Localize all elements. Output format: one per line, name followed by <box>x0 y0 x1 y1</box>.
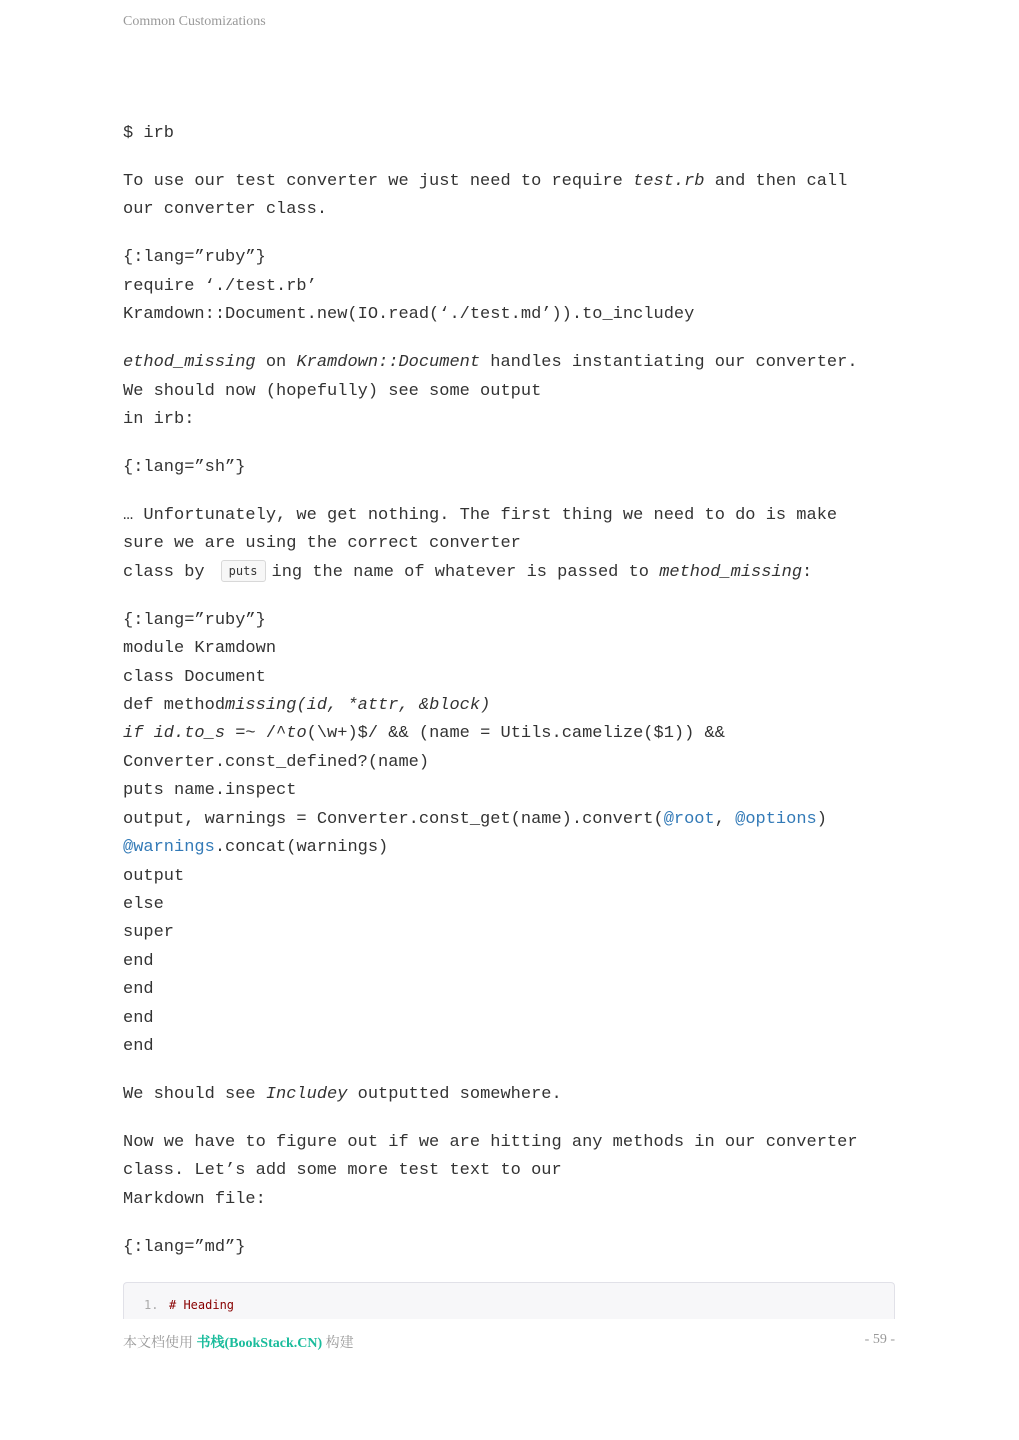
text-line: end <box>123 951 154 971</box>
text-line: Markdown file: <box>123 1189 266 1209</box>
text-line: Now we have to figure out if we are hitting any methods in our converter <box>123 1132 858 1152</box>
text-line: super <box>123 923 175 943</box>
emphasis-text: to <box>286 724 307 744</box>
paragraph-ruby-module <box>123 607 895 1062</box>
text-run: (\w+)$/ && (name = Utils.camelize($1)) && <box>306 724 725 744</box>
code-line: # Heading <box>169 1298 235 1312</box>
text-line <box>123 168 895 196</box>
page-number: - 59 - <box>864 1332 895 1347</box>
text-run: outputted somewhere. <box>347 1084 562 1104</box>
paragraph-includey <box>123 1081 895 1109</box>
text-run: handles instantiating our converter. <box>480 353 858 373</box>
text-run: and then call <box>704 172 848 191</box>
page-footer <box>123 1332 895 1352</box>
document-body <box>123 120 895 1282</box>
footer-suffix: 构建 <box>322 1336 354 1351</box>
code-block <box>123 1282 895 1319</box>
emphasis-text: missing(id, *attr, &block) <box>225 696 491 716</box>
footer-prefix: 本文档使用 <box>123 1336 197 1351</box>
link-root[interactable]: @root <box>663 809 715 829</box>
text-run: def method <box>123 696 226 716</box>
emphasis-method: ethod_missing <box>123 353 256 373</box>
text-line: end <box>123 980 154 1000</box>
paragraph-test-converter <box>123 168 895 225</box>
emphasis-method: method_missing <box>659 562 803 582</box>
paragraph-irb: $ irb <box>123 124 175 143</box>
text-run: class by <box>123 562 205 582</box>
text-line: in irb: <box>123 410 195 430</box>
text-line: Kramdown::Document.new(IO.read(‘./test.md’)).to_includey <box>123 305 695 325</box>
page-header-title: Common Customizations <box>123 14 266 29</box>
text-run: ing the name of whatever is passed to <box>271 562 660 582</box>
paragraph-method-missing <box>123 349 895 434</box>
text-line: class. Let’s add some more test text to our <box>123 1161 562 1181</box>
paragraph-lang-sh: {:lang=”sh”} <box>123 458 246 478</box>
paragraph-ruby-require <box>123 244 895 329</box>
paragraph-lang-md: {:lang=”md”} <box>123 1237 246 1257</box>
text-run: To use our test converter we just need to require <box>123 172 634 191</box>
text-line: sure we are using the correct converter <box>123 534 521 554</box>
text-line: else <box>123 894 164 914</box>
text-line: puts name.inspect <box>123 781 297 801</box>
text-line: … Unfortunately, we get nothing. The first thing we need to do is make <box>123 506 838 526</box>
link-options[interactable]: @options <box>735 809 817 829</box>
text-line: end <box>123 1036 154 1056</box>
link-warnings[interactable]: @warnings <box>123 838 215 858</box>
text-line: {:lang=”ruby”} <box>123 610 266 630</box>
text-line: Converter.const_defined?(name) <box>123 752 430 772</box>
emphasis-filename: test.rb <box>633 172 705 191</box>
bookstack-link[interactable]: 书栈(BookStack.CN) <box>196 1336 323 1351</box>
text-run: output, warnings = Converter.const_get(name).convert( <box>123 809 664 829</box>
paragraph-unfortunately <box>123 502 895 587</box>
text-line <box>123 720 895 748</box>
text-line <box>123 806 895 834</box>
inline-code-puts: puts <box>221 560 266 582</box>
text-line: our converter class. <box>123 200 328 220</box>
text-line: output <box>123 866 185 886</box>
text-run: .concat(warnings) <box>214 838 389 858</box>
text-run: We should see <box>123 1084 266 1104</box>
emphasis-text: Includey <box>265 1084 348 1104</box>
emphasis-text: if id.to_s <box>123 724 226 744</box>
text-run: ) <box>816 809 827 829</box>
emphasis-class: Kramdown::Document <box>296 353 481 373</box>
text-run: , <box>714 809 736 829</box>
text-line: We should now (hopefully) see some output <box>123 381 542 401</box>
text-line <box>123 834 895 862</box>
text-line: require ‘./test.rb’ <box>123 276 317 296</box>
text-line: class Document <box>123 667 266 687</box>
text-line: end <box>123 1008 154 1028</box>
text-run: =~ /^ <box>225 724 287 744</box>
text-line: {:lang=”ruby”} <box>123 248 266 268</box>
text-line <box>123 692 895 720</box>
code-line-number: 1. <box>144 1298 159 1312</box>
text-line <box>123 559 895 587</box>
text-run: on <box>255 353 297 373</box>
text-line: module Kramdown <box>123 639 277 659</box>
text-line <box>123 349 895 377</box>
paragraph-figure-out <box>123 1129 895 1214</box>
text-run: : <box>802 562 813 582</box>
